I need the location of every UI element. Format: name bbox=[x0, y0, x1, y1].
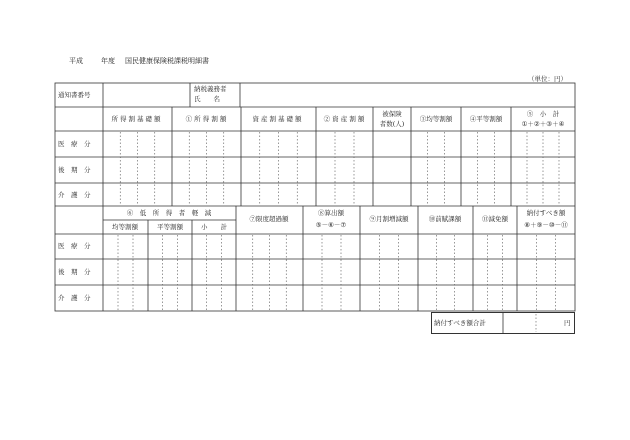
era-label: 平成 bbox=[69, 57, 83, 65]
exemption-header: ⑪減免額 bbox=[482, 215, 508, 223]
reduction-subtotal-header: 小 計 bbox=[201, 223, 227, 231]
fiscal-year-label: 年度 bbox=[101, 57, 115, 65]
asset-amount-header: ② 資 産 割 額 bbox=[323, 115, 365, 123]
income-base-header: 所得割基礎額 bbox=[111, 115, 163, 123]
payable-header-line2: ⑧＋⑨－⑩－⑪ bbox=[524, 221, 568, 229]
row-label-medical: 医 療 分 bbox=[58, 140, 91, 148]
insured-count-header-line1: 被保険 bbox=[382, 110, 402, 118]
subtotal-header-line2: ①＋②＋③＋④ bbox=[521, 120, 565, 128]
form-title: 国民健康保険税課税明細書 bbox=[125, 57, 209, 65]
payable-header-line1: 納付すべき額 bbox=[526, 209, 566, 217]
calculated-amount-header-line2: ⑤－⑥－⑦ bbox=[315, 221, 347, 229]
monthly-adjust-header: ⑨月割増減額 bbox=[369, 215, 409, 223]
reduction-equal-header: 均等割額 bbox=[112, 223, 138, 231]
income-amount-header: ① 所 得 割 額 bbox=[185, 115, 227, 123]
row-label-late: 後 期 分 bbox=[58, 166, 91, 174]
subtotal-header-line1: ⑤ 小 計 bbox=[526, 110, 560, 118]
row-label-care: 介 護 分 bbox=[58, 191, 91, 199]
equal-per-capita-header: ③均等割額 bbox=[419, 115, 453, 123]
taxpayer-label-line1: 納税義務者 bbox=[194, 85, 227, 93]
total-currency-label: 円 bbox=[564, 319, 571, 327]
calculated-amount-header-line1: ⑧算出額 bbox=[318, 209, 344, 217]
equal-household-header: ④平等割額 bbox=[469, 115, 503, 123]
notice-number-label: 通知書番号 bbox=[58, 91, 91, 99]
asset-base-header: 資産割基礎額 bbox=[252, 115, 304, 123]
insured-count-header-line2: 者数(人) bbox=[379, 120, 405, 128]
unit-label: （単位：円） bbox=[528, 75, 567, 83]
row-label-late-lower: 後 期 分 bbox=[58, 268, 91, 276]
row-label-care-lower: 介 護 分 bbox=[58, 294, 91, 302]
low-income-reduction-header: ⑥ 低 所 得 者 軽 減 bbox=[126, 209, 212, 217]
limit-excess-header: ⑦限度超過額 bbox=[249, 215, 289, 223]
row-label-medical-lower: 医 療 分 bbox=[58, 242, 91, 250]
reduction-household-header: 平等割額 bbox=[157, 223, 183, 231]
total-payable-label: 納付すべき額合計 bbox=[434, 319, 486, 327]
taxpayer-label-line2: 氏 名 bbox=[194, 95, 220, 103]
previous-assessed-header: ⑩前賦課額 bbox=[428, 215, 462, 223]
